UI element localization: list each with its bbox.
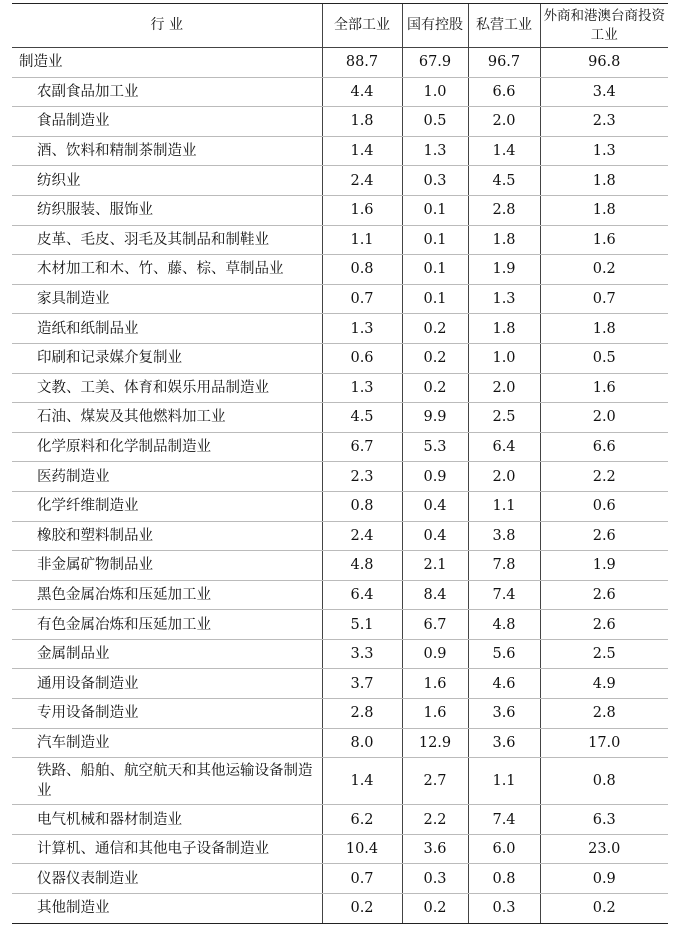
value-cell: 2.6 bbox=[540, 521, 668, 551]
industry-name-cell: 仪器仪表制造业 bbox=[12, 864, 322, 894]
table-row bbox=[12, 136, 668, 166]
value-cell: 1.8 bbox=[322, 107, 402, 137]
industry-name-cell: 汽车制造业 bbox=[12, 728, 322, 758]
industry-name-cell: 橡胶和塑料制品业 bbox=[12, 521, 322, 551]
header-private: 私营工业 bbox=[468, 4, 540, 48]
value-cell: 1.1 bbox=[468, 758, 540, 805]
header-foreign-hk-macao-taiwan: 外商和港澳台商投资工业 bbox=[540, 4, 668, 48]
industry-name-cell: 纺织服装、服饰业 bbox=[12, 195, 322, 225]
value-cell: 4.9 bbox=[540, 669, 668, 699]
value-cell: 2.4 bbox=[322, 166, 402, 196]
table-row bbox=[12, 728, 668, 758]
value-cell: 0.9 bbox=[402, 462, 468, 492]
value-cell: 1.4 bbox=[322, 136, 402, 166]
table-row bbox=[12, 314, 668, 344]
value-cell: 1.8 bbox=[468, 314, 540, 344]
value-cell: 8.0 bbox=[322, 728, 402, 758]
industry-name-cell: 造纸和纸制品业 bbox=[12, 314, 322, 344]
industry-name-cell: 非金属矿物制品业 bbox=[12, 551, 322, 581]
table-row bbox=[12, 491, 668, 521]
industry-name-cell: 铁路、船舶、航空航天和其他运输设备制造业 bbox=[12, 758, 322, 805]
value-cell: 3.6 bbox=[402, 834, 468, 864]
industry-name-cell: 酒、饮料和精制茶制造业 bbox=[12, 136, 322, 166]
value-cell: 1.9 bbox=[540, 551, 668, 581]
industry-name-cell: 石油、煤炭及其他燃料加工业 bbox=[12, 403, 322, 433]
table-row bbox=[12, 48, 668, 78]
value-cell: 1.0 bbox=[402, 77, 468, 107]
value-cell: 2.4 bbox=[322, 521, 402, 551]
value-cell: 0.5 bbox=[540, 343, 668, 373]
value-cell: 6.0 bbox=[468, 834, 540, 864]
value-cell: 0.6 bbox=[540, 491, 668, 521]
value-cell: 4.5 bbox=[468, 166, 540, 196]
table-row bbox=[12, 894, 668, 924]
table-header bbox=[12, 4, 668, 48]
value-cell: 0.2 bbox=[402, 373, 468, 403]
table-row bbox=[12, 610, 668, 640]
value-cell: 0.2 bbox=[540, 255, 668, 285]
value-cell: 3.3 bbox=[322, 639, 402, 669]
value-cell: 0.2 bbox=[402, 343, 468, 373]
value-cell: 3.6 bbox=[468, 699, 540, 729]
value-cell: 0.1 bbox=[402, 284, 468, 314]
table-row bbox=[12, 166, 668, 196]
value-cell: 3.7 bbox=[322, 669, 402, 699]
value-cell: 2.2 bbox=[402, 805, 468, 835]
value-cell: 0.2 bbox=[402, 894, 468, 924]
table-row bbox=[12, 462, 668, 492]
value-cell: 2.6 bbox=[540, 580, 668, 610]
value-cell: 2.8 bbox=[540, 699, 668, 729]
value-cell: 0.6 bbox=[322, 343, 402, 373]
value-cell: 7.4 bbox=[468, 580, 540, 610]
table-row bbox=[12, 255, 668, 285]
value-cell: 0.4 bbox=[402, 491, 468, 521]
value-cell: 2.5 bbox=[468, 403, 540, 433]
value-cell: 2.0 bbox=[468, 462, 540, 492]
industry-name-cell: 医药制造业 bbox=[12, 462, 322, 492]
table-row bbox=[12, 403, 668, 433]
table-row bbox=[12, 225, 668, 255]
value-cell: 2.8 bbox=[468, 195, 540, 225]
value-cell: 2.0 bbox=[468, 373, 540, 403]
industry-share-table bbox=[12, 3, 668, 924]
value-cell: 5.1 bbox=[322, 610, 402, 640]
industry-name-cell: 皮革、毛皮、羽毛及其制品和制鞋业 bbox=[12, 225, 322, 255]
table-row bbox=[12, 343, 668, 373]
value-cell: 2.5 bbox=[540, 639, 668, 669]
industry-name-cell: 家具制造业 bbox=[12, 284, 322, 314]
value-cell: 1.6 bbox=[540, 373, 668, 403]
value-cell: 2.6 bbox=[540, 610, 668, 640]
table-body bbox=[12, 48, 668, 924]
value-cell: 6.4 bbox=[468, 432, 540, 462]
value-cell: 8.4 bbox=[402, 580, 468, 610]
value-cell: 3.6 bbox=[468, 728, 540, 758]
value-cell: 6.7 bbox=[402, 610, 468, 640]
header-row bbox=[12, 4, 668, 48]
industry-name-cell: 制造业 bbox=[12, 48, 322, 78]
table-row bbox=[12, 284, 668, 314]
industry-name-cell: 纺织业 bbox=[12, 166, 322, 196]
value-cell: 1.3 bbox=[468, 284, 540, 314]
value-cell: 7.4 bbox=[468, 805, 540, 835]
value-cell: 1.1 bbox=[468, 491, 540, 521]
value-cell: 6.7 bbox=[322, 432, 402, 462]
value-cell: 0.2 bbox=[540, 894, 668, 924]
value-cell: 1.9 bbox=[468, 255, 540, 285]
value-cell: 0.9 bbox=[402, 639, 468, 669]
value-cell: 6.4 bbox=[322, 580, 402, 610]
value-cell: 4.8 bbox=[322, 551, 402, 581]
value-cell: 5.6 bbox=[468, 639, 540, 669]
value-cell: 1.6 bbox=[402, 699, 468, 729]
value-cell: 1.4 bbox=[468, 136, 540, 166]
header-state-controlled: 国有控股 bbox=[402, 4, 468, 48]
industry-name-cell: 电气机械和器材制造业 bbox=[12, 805, 322, 835]
value-cell: 1.8 bbox=[540, 166, 668, 196]
value-cell: 1.8 bbox=[540, 195, 668, 225]
value-cell: 0.2 bbox=[322, 894, 402, 924]
table-row bbox=[12, 580, 668, 610]
industry-name-cell: 其他制造业 bbox=[12, 894, 322, 924]
value-cell: 96.7 bbox=[468, 48, 540, 78]
value-cell: 2.0 bbox=[468, 107, 540, 137]
industry-name-cell: 化学纤维制造业 bbox=[12, 491, 322, 521]
value-cell: 10.4 bbox=[322, 834, 402, 864]
table-row bbox=[12, 834, 668, 864]
table-row bbox=[12, 432, 668, 462]
value-cell: 0.7 bbox=[322, 284, 402, 314]
value-cell: 0.3 bbox=[468, 894, 540, 924]
value-cell: 6.2 bbox=[322, 805, 402, 835]
value-cell: 1.0 bbox=[468, 343, 540, 373]
value-cell: 4.5 bbox=[322, 403, 402, 433]
value-cell: 3.4 bbox=[540, 77, 668, 107]
value-cell: 0.3 bbox=[402, 864, 468, 894]
value-cell: 0.1 bbox=[402, 255, 468, 285]
value-cell: 4.8 bbox=[468, 610, 540, 640]
table-row bbox=[12, 639, 668, 669]
table-row bbox=[12, 699, 668, 729]
value-cell: 1.6 bbox=[322, 195, 402, 225]
value-cell: 1.3 bbox=[540, 136, 668, 166]
value-cell: 6.6 bbox=[540, 432, 668, 462]
table-row bbox=[12, 758, 668, 805]
industry-name-cell: 文教、工美、体育和娱乐用品制造业 bbox=[12, 373, 322, 403]
table-row bbox=[12, 805, 668, 835]
value-cell: 0.8 bbox=[540, 758, 668, 805]
value-cell: 2.0 bbox=[540, 403, 668, 433]
value-cell: 2.3 bbox=[322, 462, 402, 492]
value-cell: 0.1 bbox=[402, 195, 468, 225]
value-cell: 4.6 bbox=[468, 669, 540, 699]
value-cell: 96.8 bbox=[540, 48, 668, 78]
table-row bbox=[12, 373, 668, 403]
industry-name-cell: 黑色金属冶炼和压延加工业 bbox=[12, 580, 322, 610]
value-cell: 7.8 bbox=[468, 551, 540, 581]
value-cell: 9.9 bbox=[402, 403, 468, 433]
value-cell: 0.4 bbox=[402, 521, 468, 551]
table-row bbox=[12, 77, 668, 107]
value-cell: 1.4 bbox=[322, 758, 402, 805]
value-cell: 3.8 bbox=[468, 521, 540, 551]
value-cell: 23.0 bbox=[540, 834, 668, 864]
value-cell: 0.8 bbox=[322, 255, 402, 285]
value-cell: 2.3 bbox=[540, 107, 668, 137]
table-row bbox=[12, 669, 668, 699]
value-cell: 2.1 bbox=[402, 551, 468, 581]
value-cell: 5.3 bbox=[402, 432, 468, 462]
value-cell: 6.3 bbox=[540, 805, 668, 835]
industry-name-cell: 金属制品业 bbox=[12, 639, 322, 669]
value-cell: 0.7 bbox=[540, 284, 668, 314]
table-row bbox=[12, 107, 668, 137]
value-cell: 0.7 bbox=[322, 864, 402, 894]
value-cell: 12.9 bbox=[402, 728, 468, 758]
value-cell: 2.7 bbox=[402, 758, 468, 805]
value-cell: 0.5 bbox=[402, 107, 468, 137]
table-row bbox=[12, 521, 668, 551]
industry-name-cell: 有色金属冶炼和压延加工业 bbox=[12, 610, 322, 640]
value-cell: 1.3 bbox=[322, 373, 402, 403]
value-cell: 1.6 bbox=[402, 669, 468, 699]
value-cell: 4.4 bbox=[322, 77, 402, 107]
value-cell: 6.6 bbox=[468, 77, 540, 107]
industry-name-cell: 印刷和记录媒介复制业 bbox=[12, 343, 322, 373]
value-cell: 88.7 bbox=[322, 48, 402, 78]
header-industry: 行 业 bbox=[12, 4, 322, 48]
value-cell: 0.2 bbox=[402, 314, 468, 344]
value-cell: 0.9 bbox=[540, 864, 668, 894]
industry-name-cell: 专用设备制造业 bbox=[12, 699, 322, 729]
value-cell: 1.6 bbox=[540, 225, 668, 255]
table-row bbox=[12, 195, 668, 225]
value-cell: 2.8 bbox=[322, 699, 402, 729]
value-cell: 0.1 bbox=[402, 225, 468, 255]
industry-name-cell: 木材加工和木、竹、藤、棕、草制品业 bbox=[12, 255, 322, 285]
table-row bbox=[12, 864, 668, 894]
industry-name-cell: 食品制造业 bbox=[12, 107, 322, 137]
value-cell: 1.8 bbox=[468, 225, 540, 255]
industry-name-cell: 化学原料和化学制品制造业 bbox=[12, 432, 322, 462]
header-all-industry: 全部工业 bbox=[322, 4, 402, 48]
value-cell: 1.1 bbox=[322, 225, 402, 255]
value-cell: 0.3 bbox=[402, 166, 468, 196]
value-cell: 2.2 bbox=[540, 462, 668, 492]
value-cell: 0.8 bbox=[322, 491, 402, 521]
table-row bbox=[12, 551, 668, 581]
value-cell: 17.0 bbox=[540, 728, 668, 758]
industry-name-cell: 计算机、通信和其他电子设备制造业 bbox=[12, 834, 322, 864]
value-cell: 1.3 bbox=[322, 314, 402, 344]
value-cell: 1.8 bbox=[540, 314, 668, 344]
industry-name-cell: 农副食品加工业 bbox=[12, 77, 322, 107]
value-cell: 67.9 bbox=[402, 48, 468, 78]
value-cell: 1.3 bbox=[402, 136, 468, 166]
industry-name-cell: 通用设备制造业 bbox=[12, 669, 322, 699]
value-cell: 0.8 bbox=[468, 864, 540, 894]
